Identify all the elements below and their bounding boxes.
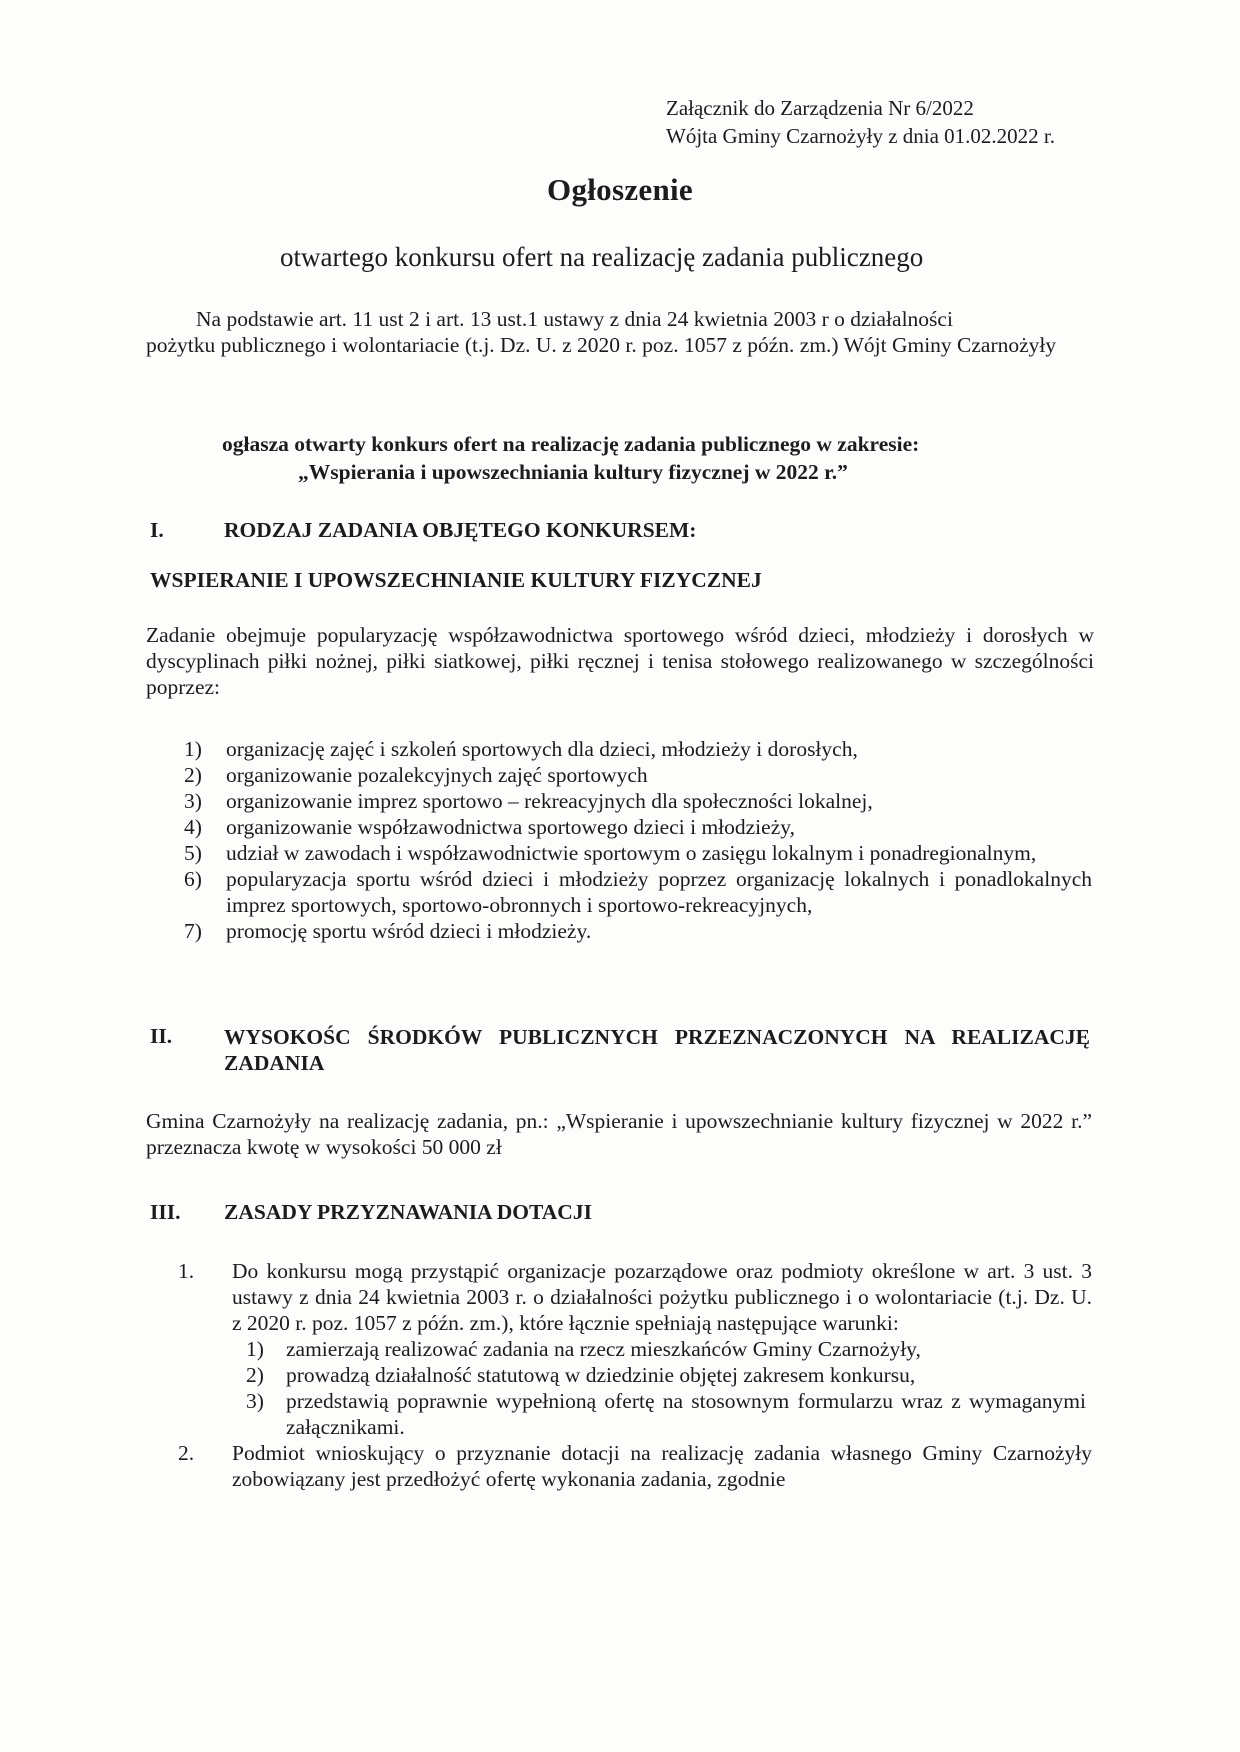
section-title: ZASADY PRZYZNAWANIA DOTACJI (224, 1200, 592, 1224)
list-item: 1) organizację zajęć i szkoleń sportowych dla dzieci, młodzieży i dorosłych, (184, 737, 858, 761)
legal-basis-paragraph (146, 306, 1094, 358)
attachment-note (666, 94, 1055, 150)
announcement-line-1: ogłasza otwarty konkurs ofert na realizację zadania publicznego w zakresie: (222, 432, 920, 456)
section-number: III. (150, 1200, 181, 1224)
task-description: Zadanie obejmuje popularyzację współzawodnictwa sportowego wśród dzieci, młodzieży i dorosłych w dyscyplinach piłki nożnej, piłki siatkowej, piłki ręcznej i tenisa stołowego realizowanego w szczególności poprzez: (146, 623, 1094, 699)
conditions-sublist (246, 1336, 1086, 1440)
list-item: 3) przedstawią poprawnie wypełnioną ofertę na stosownym formularzu wraz z wymaganymi załącznikami. (246, 1389, 1086, 1439)
legal-basis-rest: pożytku publicznego i wolontariacie (t.j. Dz. U. z 2020 r. poz. 1057 z późn. zm.) Wójt Gminy Czarnożyły (146, 333, 1057, 357)
list-item: 2) prowadzą działalność statutową w dziedzinie objętej zakresem konkursu, (246, 1363, 916, 1387)
section-title: WYSOKOŚC ŚRODKÓW PUBLICZNYCH PRZEZNACZONYCH NA REALIZACJĘ ZADANIA (224, 1025, 1090, 1075)
document-subtitle: otwartego konkursu ofert na realizację zadania publicznego (280, 242, 924, 272)
announcement-line-2: „Wspierania i upowszechniania kultury fizycznej w 2022 r.” (298, 460, 848, 484)
grant-rules-list (178, 1258, 1092, 1492)
attachment-line-1: Załącznik do Zarządzenia Nr 6/2022 (666, 96, 974, 120)
list-item: 1) zamierzają realizować zadania na rzecz mieszkańców Gminy Czarnożyły, (246, 1337, 921, 1361)
announcement (222, 430, 1022, 486)
task-activities-list (184, 736, 1092, 944)
list-item: 4) organizowanie współzawodnictwa sportowego dzieci i młodzieży, (184, 815, 795, 839)
document-title: Ogłoszenie (547, 172, 693, 207)
list-item: 5) udział w zawodach i współzawodnictwie sportowym o zasięgu lokalnym i ponadregionalnym, (184, 841, 1037, 865)
attachment-line-2: Wójta Gminy Czarnożyły z dnia 01.02.2022 r. (666, 124, 1056, 148)
section-number: II. (150, 1024, 173, 1048)
list-item: 2) organizowanie pozalekcyjnych zajęć sportowych (184, 763, 648, 787)
funding-paragraph: Gmina Czarnożyły na realizację zadania, pn.: „Wspieranie i upowszechnianie kultury fizycznej w 2022 r.” przeznacza kwotę w wysokości 50 000 zł (146, 1109, 1092, 1159)
section-number: I. (150, 518, 164, 542)
task-name: WSPIERANIE I UPOWSZECHNIANIE KULTURY FIZYCZNEJ (150, 568, 762, 592)
list-item: 1. Do konkursu mogą przystąpić organizacje pozarządowe oraz podmioty określone w art. 3 ust. 3 ustawy z dnia 24 kwietnia 2003 r. o działalności pożytku publicznego i o wolontariacie (t.j. Dz. U. z 2020 r. poz. 1057 z późn. zm.), które łącznie spełniają następujące warunki: 1) zamierzają realizować zadania na rzecz mieszkańców Gminy Czarnożyły, 2) prowadzą działalność statutową w dziedzinie objętej zakresem konkursu, 3) przedstawią poprawnie wypełnioną ofertę na stosownym formularzu wraz z wymaganymi załącznikami. (178, 1259, 1092, 1439)
section-title: RODZAJ ZADANIA OBJĘTEGO KONKURSEM: (224, 518, 697, 542)
list-item: 2. Podmiot wnioskujący o przyznanie dotacji na realizację zadania własnego Gminy Czarnożyły zobowiązany jest przedłożyć ofertę wykonania zadania, zgodnie (178, 1441, 1092, 1491)
list-item: 6) popularyzacja sportu wśród dzieci i młodzieży poprzez organizację lokalnych i ponadlokalnych imprez sportowych, sportowo-obronnych i sportowo-rekreacyjnych, (184, 867, 1092, 917)
legal-basis-line-1: Na podstawie art. 11 ust 2 i art. 13 ust.1 ustawy z dnia 24 kwietnia 2003 r o działalności (196, 307, 953, 331)
list-item: 3) organizowanie imprez sportowo – rekreacyjnych dla społeczności lokalnej, (184, 789, 873, 813)
list-item: 7) promocję sportu wśród dzieci i młodzieży. (184, 919, 592, 943)
